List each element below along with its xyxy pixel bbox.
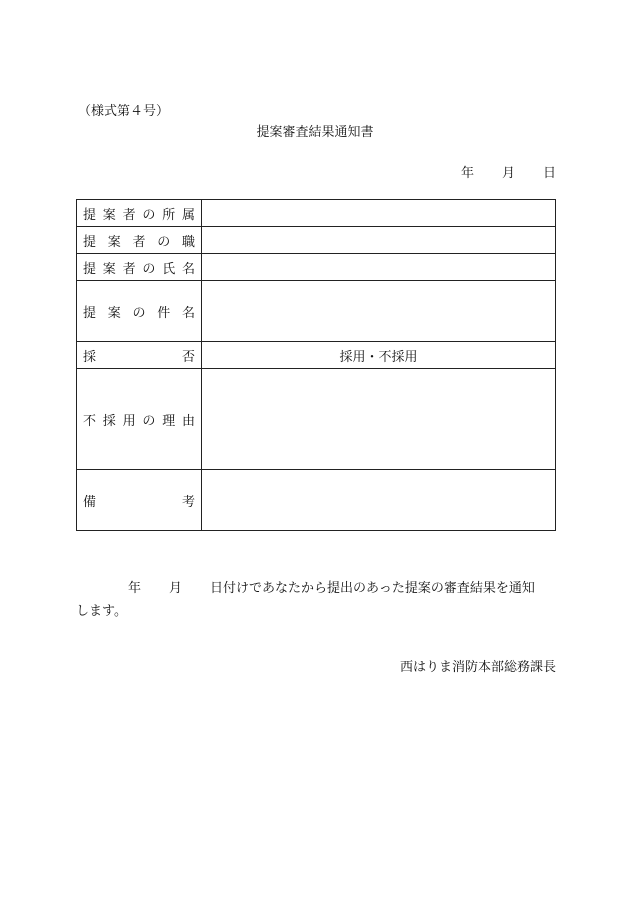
table-row-rejection-reason: [77, 369, 556, 470]
notice-month: 月: [169, 581, 183, 596]
date-month: 月: [501, 166, 515, 181]
table-row-proposal-title: [77, 281, 556, 342]
signature: 西はりま消防本部総務課長: [399, 660, 556, 675]
decision-value: 採用・不採用: [202, 342, 556, 369]
notice-year: 年: [128, 581, 142, 596]
date-year: 年: [460, 166, 474, 181]
name-label: 提案者の氏名: [83, 261, 195, 277]
name-value: [202, 254, 556, 281]
remarks-value: [202, 470, 556, 531]
position-value: [202, 227, 556, 254]
form-number: （様式第４号）: [78, 104, 170, 119]
table-row-decision: [77, 342, 556, 369]
rejection-reason-value: [202, 369, 556, 470]
affiliation-value: [202, 200, 556, 227]
date-day: 日: [542, 166, 556, 181]
notice-text: [76, 577, 556, 623]
date-line: [461, 162, 556, 181]
proposal-title-value: [202, 281, 556, 342]
table-row-affiliation: [77, 200, 556, 227]
rejection-reason-label: 不採用の理由: [83, 413, 195, 429]
result-table: [76, 199, 556, 531]
table-row-remarks: [77, 470, 556, 531]
notice-line2: します。: [76, 604, 127, 619]
notice-line1: 日付けであなたから提出のあった提案の審査結果を通知: [210, 581, 535, 596]
table-row-name: [77, 254, 556, 281]
page-title: 提案審査結果通知書: [256, 125, 374, 140]
remarks-label: 備考: [83, 494, 195, 510]
affiliation-label: 提案者の所属: [83, 207, 195, 223]
table-row-position: [77, 227, 556, 254]
decision-label: 採否: [83, 349, 195, 365]
position-label: 提案者の職: [83, 234, 195, 250]
proposal-title-label: 提案の件名: [83, 305, 195, 321]
